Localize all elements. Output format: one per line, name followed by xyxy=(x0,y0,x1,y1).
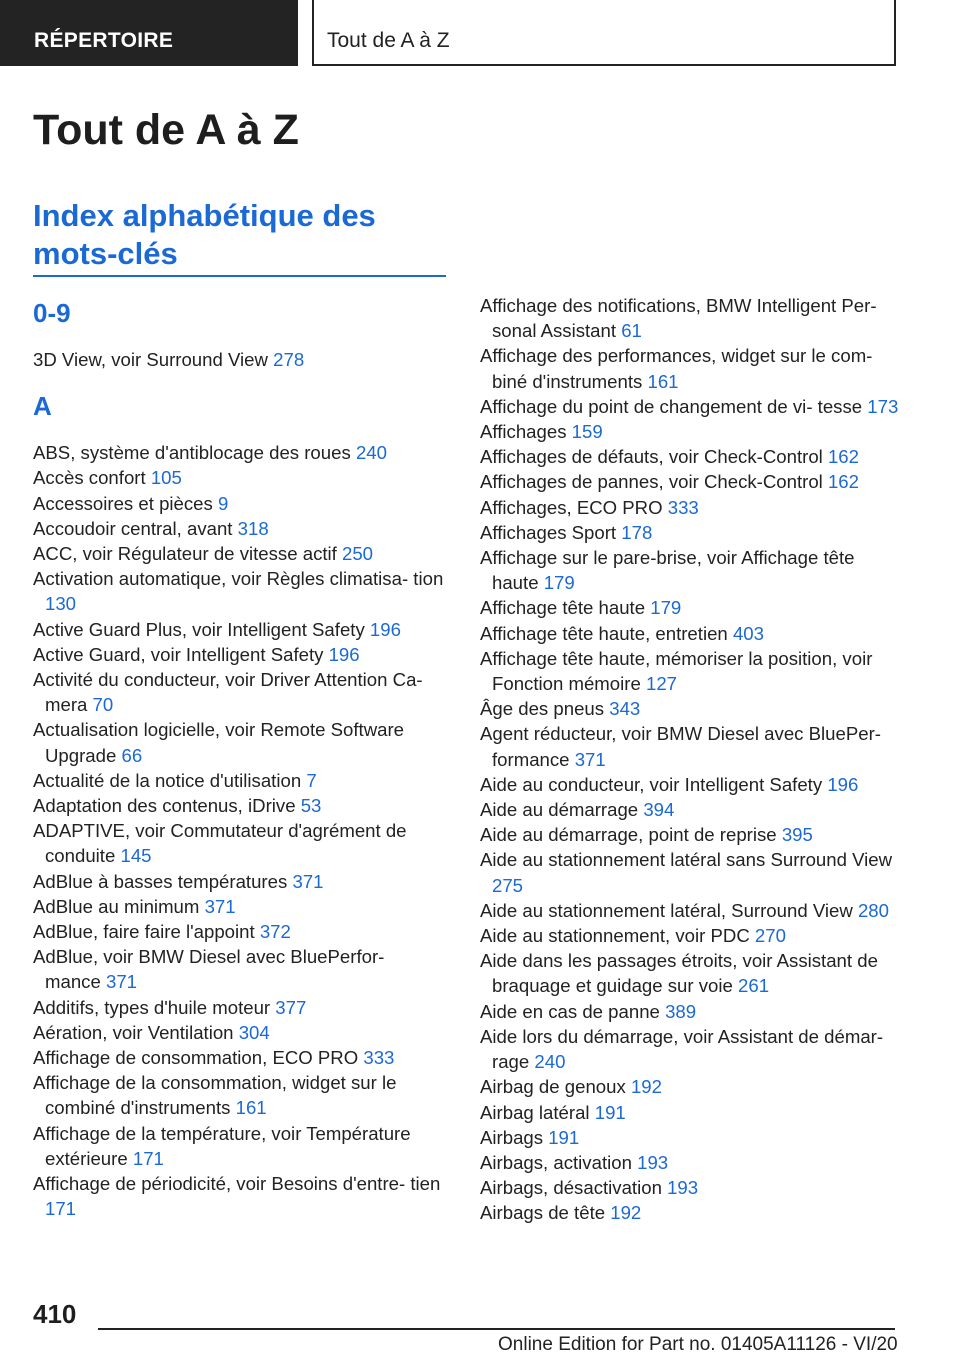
index-entry[interactable] xyxy=(480,545,900,595)
entry-text: Affichages de défauts, voir Check-Control xyxy=(480,446,823,468)
page-link[interactable]: 193 xyxy=(667,1177,699,1199)
entry-text: Affichage de la consommation, widget sur le combiné d'instruments xyxy=(33,1072,397,1119)
index-entry[interactable] xyxy=(480,394,900,419)
index-entry[interactable] xyxy=(480,646,900,696)
section-heading-0-9: 0-9 xyxy=(33,298,71,328)
entry-text: Affichages xyxy=(480,421,567,443)
page-link[interactable]: 261 xyxy=(738,975,770,997)
index-entry[interactable] xyxy=(480,721,900,771)
entry-text: Affichage de consommation, ECO PRO xyxy=(33,1047,359,1069)
index-entry[interactable] xyxy=(33,465,445,490)
chapter-header-tab xyxy=(312,0,896,66)
entry-text: Affichages Sport xyxy=(480,521,617,543)
entry-text: Affichages, ECO PRO xyxy=(480,496,663,518)
page-link[interactable]: 161 xyxy=(647,370,679,392)
index-entry[interactable] xyxy=(480,595,900,620)
index-entry[interactable] xyxy=(33,667,445,717)
index-entry[interactable] xyxy=(33,617,445,642)
index-entry[interactable] xyxy=(480,1200,900,1225)
section-list-a-continued xyxy=(480,293,900,1226)
index-entry[interactable] xyxy=(33,793,445,818)
index-entry[interactable] xyxy=(33,541,445,566)
index-entry[interactable] xyxy=(480,1074,900,1099)
page-link[interactable]: 371 xyxy=(292,870,324,892)
index-entry[interactable] xyxy=(480,923,900,948)
page-link[interactable]: 191 xyxy=(548,1126,580,1148)
index-entry[interactable] xyxy=(33,1020,445,1045)
page-link[interactable]: 162 xyxy=(827,446,859,468)
index-entry[interactable] xyxy=(480,822,900,847)
page-link[interactable]: 53 xyxy=(300,795,322,817)
index-entry[interactable] xyxy=(480,999,900,1024)
index-entry[interactable] xyxy=(480,1150,900,1175)
entry-text: Airbags xyxy=(480,1126,544,1148)
entry-text: Aide au conducteur, voir Intelligent Safety xyxy=(480,773,823,795)
index-entry[interactable] xyxy=(480,1125,900,1150)
page-link[interactable]: 240 xyxy=(534,1051,566,1073)
page-link[interactable]: 250 xyxy=(342,543,374,565)
page-link[interactable]: 196 xyxy=(369,618,401,640)
entry-text: Affichages de pannes, voir Check-Control xyxy=(480,471,823,493)
index-column-right xyxy=(480,293,900,1226)
index-entry[interactable] xyxy=(33,894,445,919)
page-link[interactable]: 191 xyxy=(594,1101,626,1123)
index-entry[interactable] xyxy=(480,293,900,343)
index-entry[interactable] xyxy=(33,1045,445,1070)
page-link[interactable]: 196 xyxy=(827,773,859,795)
footer-divider xyxy=(98,1328,895,1330)
page-link[interactable]: 318 xyxy=(237,517,269,539)
page-link[interactable]: 127 xyxy=(645,673,678,695)
entry-text: Aide au stationnement, voir PDC xyxy=(480,925,750,947)
entry-text: Actualité de la notice d'utilisation xyxy=(33,769,302,791)
index-entry[interactable] xyxy=(33,1070,445,1120)
page-link[interactable]: 333 xyxy=(363,1047,395,1069)
index-entry[interactable] xyxy=(33,818,445,868)
page-link[interactable]: 193 xyxy=(637,1151,669,1173)
entry-text: Agent réducteur, voir BMW Diesel avec BluePer‐ formance xyxy=(480,723,881,770)
entry-text: Actualisation logicielle, voir Remote Software Upgrade xyxy=(33,719,405,766)
page-link[interactable]: 192 xyxy=(630,1076,662,1098)
page-link[interactable]: 371 xyxy=(105,971,138,993)
page-link[interactable]: 179 xyxy=(543,572,575,594)
section-list-a xyxy=(33,440,445,1221)
index-entry[interactable] xyxy=(33,347,445,372)
page-title: Tout de A à Z xyxy=(33,106,299,154)
index-entry[interactable] xyxy=(480,469,900,494)
index-entry[interactable] xyxy=(33,440,445,465)
page-link[interactable]: 192 xyxy=(610,1202,642,1224)
index-entry[interactable] xyxy=(480,898,900,923)
entry-text: AdBlue à basses températures xyxy=(33,870,288,892)
page-link[interactable]: 280 xyxy=(857,899,889,921)
entry-text: Affichage de périodicité, voir Besoins d'entre‐ tien xyxy=(33,1173,441,1195)
page-link[interactable]: 179 xyxy=(650,597,682,619)
page-link[interactable]: 395 xyxy=(781,824,813,846)
entry-text: Additifs, types d'huile moteur xyxy=(33,996,271,1018)
entry-text: Airbags, désactivation xyxy=(480,1177,662,1199)
page-link[interactable]: 372 xyxy=(259,921,291,943)
entry-text: Aide au stationnement latéral sans Surround View xyxy=(480,849,893,871)
index-entry[interactable] xyxy=(33,642,445,667)
index-entry[interactable] xyxy=(33,768,445,793)
entry-text: Activité du conducteur, voir Driver Attention Ca‐ mera xyxy=(33,669,423,716)
page-link[interactable]: 304 xyxy=(238,1021,270,1043)
index-entry[interactable] xyxy=(33,1171,445,1221)
index-entry[interactable] xyxy=(480,520,900,545)
entry-text: Aide dans les passages étroits, voir Assistant de braquage et guidage sur voie xyxy=(480,950,878,997)
entry-text: Âge des pneus xyxy=(480,698,605,720)
entry-text: ADAPTIVE, voir Commutateur d'agrément de conduite xyxy=(33,820,407,867)
page-link[interactable]: 343 xyxy=(609,698,641,720)
page-link[interactable]: 70 xyxy=(92,694,114,716)
page-link[interactable]: 130 xyxy=(45,593,77,615)
page-link[interactable]: 278 xyxy=(273,349,305,370)
index-entry[interactable] xyxy=(480,948,900,998)
page-link[interactable]: 403 xyxy=(732,622,764,644)
entry-text: Affichage du point de changement de vi‐ tesse xyxy=(480,395,863,417)
entry-text: Aide au stationnement latéral, Surround View xyxy=(480,899,853,921)
page-link[interactable]: 270 xyxy=(754,925,786,947)
index-entry[interactable] xyxy=(480,495,900,520)
page-link[interactable]: 171 xyxy=(132,1147,164,1169)
index-entry[interactable] xyxy=(33,717,445,767)
page-link[interactable]: 371 xyxy=(574,748,606,770)
page-link[interactable]: 377 xyxy=(275,996,307,1018)
page-link[interactable]: 196 xyxy=(328,643,360,665)
entry-text: ACC, voir Régulateur de vitesse actif xyxy=(33,543,337,565)
entry-text: Affichage tête haute, mémoriser la position, voir Fonction mémoire xyxy=(480,647,873,695)
entry-text: Aide en cas de panne xyxy=(480,1000,660,1022)
entry-text: Airbags, activation xyxy=(480,1151,632,1173)
index-entry[interactable] xyxy=(480,1100,900,1125)
page-link[interactable]: 162 xyxy=(827,471,859,493)
index-entry[interactable] xyxy=(480,1175,900,1200)
index-entry[interactable] xyxy=(33,516,445,541)
page-link[interactable]: 394 xyxy=(643,799,675,821)
page-link[interactable]: 7 xyxy=(306,769,317,791)
page-link[interactable]: 159 xyxy=(571,421,603,443)
entry-text: Airbag latéral xyxy=(480,1101,590,1123)
index-entry[interactable] xyxy=(480,419,900,444)
entry-text: Airbag de genoux xyxy=(480,1076,626,1098)
entry-text: Aide au démarrage xyxy=(480,799,639,821)
page-link[interactable]: 275 xyxy=(492,874,524,896)
index-entry[interactable] xyxy=(33,869,445,894)
page-link[interactable]: 173 xyxy=(867,395,899,417)
page-link[interactable]: 240 xyxy=(355,442,387,464)
page-subtitle: Index alphabétique des mots-clés xyxy=(33,198,376,271)
index-entry[interactable] xyxy=(480,696,900,721)
page-link[interactable]: 145 xyxy=(120,845,152,867)
entry-text: Affichage sur le pare-brise, voir Affichage tête haute xyxy=(480,547,855,594)
section-label: RÉPERTOIRE xyxy=(34,29,174,52)
entry-text: Activation automatique, voir Règles climatisa‐ tion xyxy=(33,568,444,590)
entry-text: Aide au démarrage, point de reprise xyxy=(480,824,777,846)
page-link[interactable]: 161 xyxy=(235,1097,267,1119)
entry-text: Affichage tête haute xyxy=(480,597,646,619)
index-entry[interactable] xyxy=(480,772,900,797)
index-entry[interactable] xyxy=(480,444,900,469)
page-link[interactable]: 171 xyxy=(45,1198,77,1220)
page-number: 410 xyxy=(33,1299,77,1329)
entry-text: Accessoires et pièces xyxy=(33,492,213,514)
index-entry[interactable] xyxy=(480,847,900,897)
page-link[interactable]: 389 xyxy=(665,1000,697,1022)
entry-text: Affichage de la température, voir Température extérieure xyxy=(33,1122,411,1169)
subtitle-divider xyxy=(33,275,446,277)
index-entry[interactable] xyxy=(480,621,900,646)
entry-text: Accès confort xyxy=(33,467,146,489)
entry-text: Aide lors du démarrage, voir Assistant de démar‐ rage xyxy=(480,1025,884,1073)
page-link[interactable]: 66 xyxy=(121,744,143,766)
entry-text: AdBlue, faire faire l'appoint xyxy=(33,921,255,943)
page-link[interactable]: 105 xyxy=(150,467,182,489)
index-entry[interactable] xyxy=(33,1121,445,1171)
page-link[interactable]: 333 xyxy=(667,496,699,518)
index-entry[interactable] xyxy=(480,1024,900,1074)
entry-text: 3D View, voir Surround View xyxy=(33,349,268,370)
entry-text: Active Guard Plus, voir Intelligent Safety xyxy=(33,618,365,640)
index-entry[interactable] xyxy=(33,566,445,616)
page-link[interactable]: 61 xyxy=(621,320,642,342)
page-link[interactable]: 178 xyxy=(621,521,653,543)
entry-text: AdBlue, voir BMW Diesel avec BluePerfor‐ mance xyxy=(33,946,385,993)
index-entry[interactable] xyxy=(33,491,445,516)
index-entry[interactable] xyxy=(480,343,900,393)
footer-edition: Online Edition for Part no. 01405A11126 - VI/20 xyxy=(498,1334,898,1355)
entry-text: Adaptation des contenus, iDrive xyxy=(33,795,296,817)
entry-text: Accoudoir central, avant xyxy=(33,517,233,539)
entry-text: Affichage tête haute, entretien xyxy=(480,622,728,644)
section-heading-a: A xyxy=(33,391,52,422)
index-entry[interactable] xyxy=(33,944,445,994)
entry-text: Aération, voir Ventilation xyxy=(33,1021,234,1043)
entry-text: Active Guard, voir Intelligent Safety xyxy=(33,643,324,665)
page-link[interactable]: 371 xyxy=(204,895,236,917)
entry-text: ABS, système d'antiblocage des roues xyxy=(33,442,351,464)
entry-text: Airbags de tête xyxy=(480,1202,606,1224)
index-column-left xyxy=(33,293,445,1222)
entry-text: Affichage des performances, widget sur le com‐ biné d'instruments xyxy=(480,345,873,392)
index-entry[interactable] xyxy=(33,919,445,944)
index-entry[interactable] xyxy=(480,797,900,822)
entry-text: AdBlue au minimum xyxy=(33,895,200,917)
index-entry[interactable] xyxy=(33,995,445,1020)
page-link[interactable]: 9 xyxy=(218,492,229,514)
section-header-tab xyxy=(0,0,298,66)
section-list-0-9 xyxy=(33,347,445,372)
entry-text: Affichage des notifications, BMW Intelligent Per‐ sonal Assistant xyxy=(480,295,877,342)
chapter-label: Tout de A à Z xyxy=(327,29,450,52)
